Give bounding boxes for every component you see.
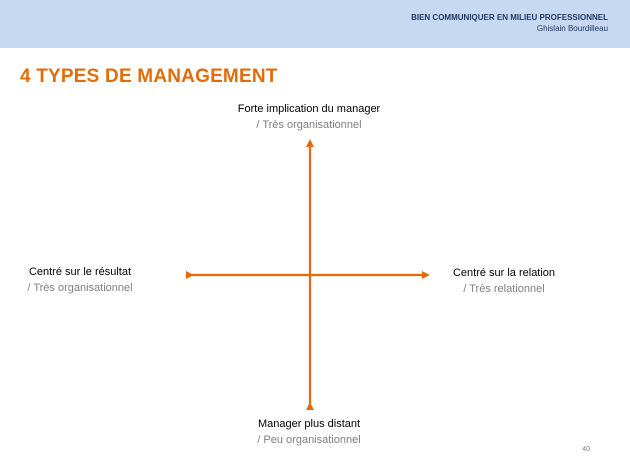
axis-label-bottom <box>209 416 409 448</box>
axis-label-right <box>404 265 604 297</box>
slide-title: 4 TYPES DE MANAGEMENT <box>20 66 278 87</box>
right-label-sub: / Très relationnel <box>463 283 545 295</box>
top-label-sub: / Très organisationnel <box>256 119 362 131</box>
presentation-title: BIEN COMMUNIQUER EN MILIEU PROFESSIONNEL <box>411 13 608 22</box>
bottom-label-main: Manager plus distant <box>257 418 361 430</box>
axis-label-top <box>209 101 409 133</box>
top-label-main: Forte implication du manager <box>237 103 381 115</box>
axis-label-left <box>0 264 180 296</box>
author-name: Ghislain Bourdilleau <box>536 24 608 33</box>
bottom-label-sub: / Peu organisationnel <box>257 434 361 446</box>
right-label-main: Centré sur la relation <box>452 267 556 279</box>
left-label-main: Centré sur le résultat <box>28 266 132 278</box>
left-label-sub: / Très organisationnel <box>27 282 133 294</box>
page-number: 40 <box>582 446 590 453</box>
